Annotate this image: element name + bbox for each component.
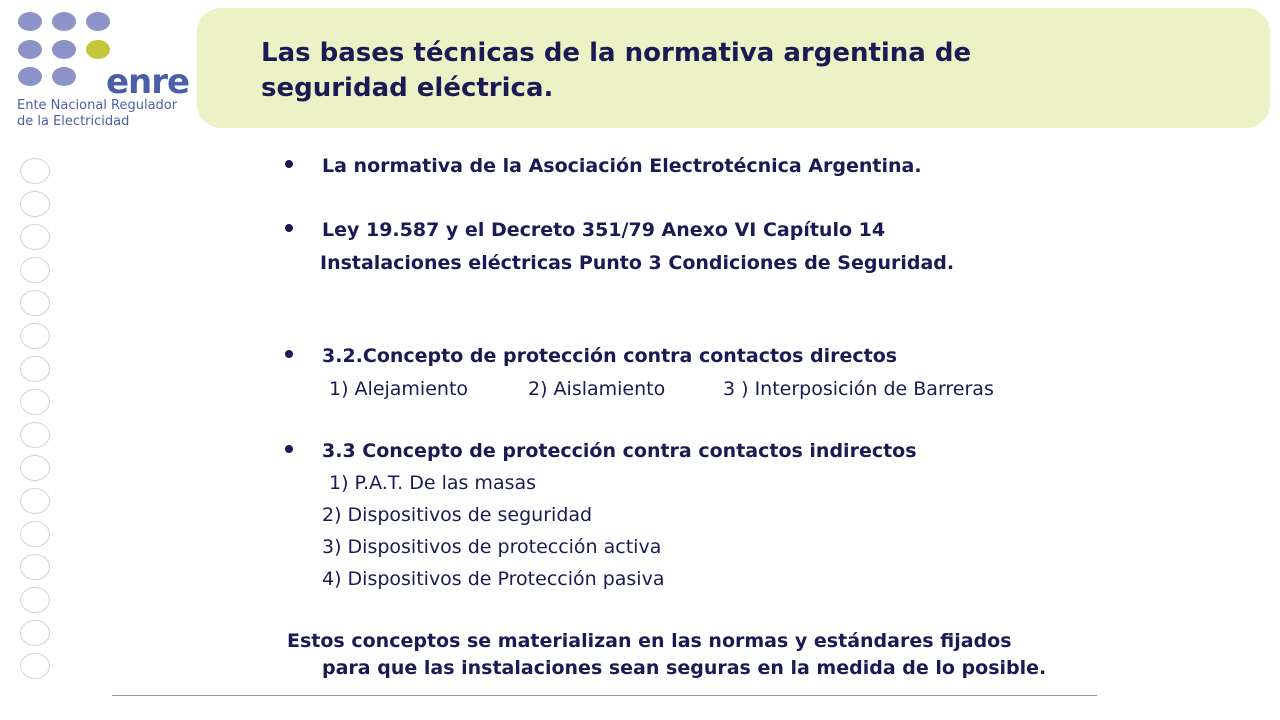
ring xyxy=(20,191,50,217)
sub-pat-masas: 1) P.A.T. De las masas xyxy=(329,472,537,494)
logo-dot xyxy=(52,67,76,86)
conclusion-line2: para que las instalaciones sean seguras en la medida de lo posible. xyxy=(322,657,1047,679)
ring xyxy=(20,290,50,316)
logo-dot xyxy=(18,67,42,86)
item-aea-normativa: La normativa de la Asociación Electrotécnica Argentina. xyxy=(322,155,922,177)
sub-aislamiento: 2) Aislamiento xyxy=(528,378,666,400)
title-line1: Las bases técnicas de la normativa argentina de xyxy=(261,38,972,68)
item-ley-line1: Ley 19.587 y el Decreto 351/79 Anexo VI Capítulo 14 xyxy=(322,219,886,241)
logo-dot xyxy=(52,12,76,31)
logo-wordmark: enre xyxy=(106,62,190,102)
conclusion-line1: Estos conceptos se materializan en las normas y estándares fijados xyxy=(287,630,1012,652)
sub-interposicion-barreras: 3 ) Interposición de Barreras xyxy=(723,378,994,400)
ring xyxy=(20,224,50,250)
logo-subtitle xyxy=(17,98,177,130)
item-contactos-indirectos: 3.3 Concepto de protección contra contactos indirectos xyxy=(322,440,917,462)
page-title xyxy=(261,36,1141,106)
title-banner xyxy=(197,8,1270,128)
ring xyxy=(20,158,50,184)
ring xyxy=(20,389,50,415)
logo-dot xyxy=(18,40,42,59)
ring xyxy=(20,620,50,646)
bullet-icon xyxy=(285,160,293,168)
enre-logo xyxy=(14,10,189,135)
title-line2: seguridad eléctrica. xyxy=(261,73,554,103)
sub-proteccion-pasiva: 4) Dispositivos de Protección pasiva xyxy=(322,568,665,590)
logo-dot-accent xyxy=(86,40,110,59)
ring xyxy=(20,488,50,514)
ring xyxy=(20,554,50,580)
footer-divider xyxy=(112,695,1097,696)
item-ley-line2: Instalaciones eléctricas Punto 3 Condiciones de Seguridad. xyxy=(320,252,955,274)
bullet-icon xyxy=(285,350,293,358)
logo-subtitle-line1: Ente Nacional Regulador xyxy=(17,98,178,113)
ring xyxy=(20,455,50,481)
ring xyxy=(20,257,50,283)
ring xyxy=(20,422,50,448)
sub-proteccion-activa: 3) Dispositivos de protección activa xyxy=(322,536,662,558)
logo-subtitle-line2: de la Electricidad xyxy=(17,114,130,129)
ring xyxy=(20,587,50,613)
item-contactos-directos: 3.2.Concepto de protección contra contactos directos xyxy=(322,345,898,367)
logo-dot xyxy=(52,40,76,59)
bullet-icon xyxy=(285,445,293,453)
logo-dot xyxy=(86,12,110,31)
ring xyxy=(20,356,50,382)
decorative-ring-strip xyxy=(20,158,54,686)
sub-dispositivos-seguridad: 2) Dispositivos de seguridad xyxy=(322,504,593,526)
ring xyxy=(20,323,50,349)
sub-alejamiento: 1) Alejamiento xyxy=(329,378,469,400)
logo-dot xyxy=(18,12,42,31)
bullet-icon xyxy=(285,224,293,232)
ring xyxy=(20,521,50,547)
ring xyxy=(20,653,50,679)
